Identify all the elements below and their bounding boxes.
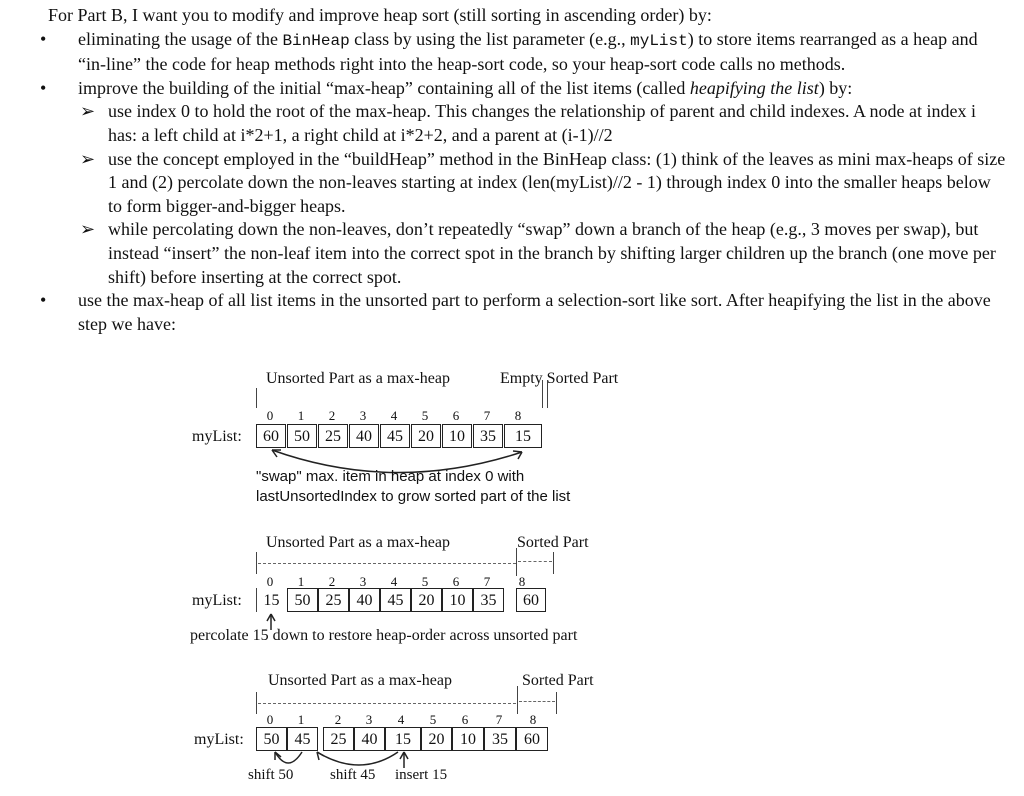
sub-item-index-zero: ➢ use index 0 to hold the root of the max-heap. This changes the relationship of parent and child indexes. A node at index i has: a left child at i*2+1, a right child at i*2+2, and a parent at (i-1)//2 [80,101,976,145]
list-cell: 45 [380,424,410,448]
diagram-after-swap: Unsorted Part as a max-heap Sorted Part 0 1 2 3 4 5 6 7 8 myList: 15 50 25 40 45 20 10 35 60 percolate 15 down to restore heap-order across unsorted part [0,530,1024,660]
shift-insert-arrows [0,668,1024,794]
list-cell: 40 [354,727,385,751]
list-cell: 60 [516,727,548,751]
list-cell: 25 [323,727,354,751]
unsorted-part-label: Unsorted Part as a max-heap [266,534,450,551]
code-binheap: BinHeap [282,31,350,50]
mylist-label: myList: [192,592,242,609]
list-cell: 20 [421,727,452,751]
mylist-label: myList: [192,428,242,445]
list-cell: 10 [442,424,472,448]
list-cell: 45 [380,588,411,612]
diagram-after-percolate: Unsorted Part as a max-heap Sorted Part 0 1 2 3 4 5 6 7 8 myList: 50 45 25 40 15 20 10 35 60 shift 50 shift 45 insert 15 [0,668,1024,794]
list-cell: 15 [385,727,421,751]
unsorted-part-label: Unsorted Part as a max-heap [266,370,450,387]
bullet-dot-icon: • [40,77,47,98]
list-cell: 60 [516,588,546,612]
bullet-dot-icon: • [40,290,47,311]
diagram-after-heapify: Unsorted Part as a max-heap Empty Sorted Part 0 1 2 3 4 5 6 7 8 myList: 60 50 25 40 45 20 10 35 15 "swap" max. item in heap at index 0 with lastUnsortedIndex to grow sorted part of the list [0,366,1024,516]
unsorted-part-label: Unsorted Part as a max-heap [268,672,452,689]
list-cell: 15 [504,424,542,448]
sorted-part-label: Sorted Part [517,534,589,551]
assignment-text [40,4,1008,336]
swap-caption-line2: lastUnsortedIndex to grow sorted part of the list [256,488,571,505]
bullet-eliminate-binheap: • eliminating the usage of the BinHeap class by using the list parameter (e.g., myList) to store items rearranged as a heap and “in-line” the code for heap methods right into the heap-sort code, so your heap-sort code calls no methods. [40,28,978,75]
mylist-label: myList: [194,731,244,748]
swap-caption-line1: "swap" max. item in heap at index 0 with [256,468,525,485]
shift-50-label: shift 50 [248,767,294,783]
code-mylist: myList [630,31,688,50]
intro-paragraph: For Part B, I want you to modify and improve heap sort (still sorting in ascending order) by: [48,5,712,25]
insert-15-label: insert 15 [395,767,448,783]
sub-item-buildheap: ➢ use the concept employed in the “buildHeap” method in the BinHeap class: (1) think of the leaves as mini max-heaps of size 1 and (2) percolate down the non-leaves starting at index (len(myList)//2 - 1) through index 0 into the smaller heaps below to form bigger-and-bigger heaps. [80,148,1006,216]
list-cell: 45 [287,727,318,751]
list-cell: 35 [473,588,504,612]
arrow-bullet-icon: ➢ [80,148,96,169]
list-cell: 35 [473,424,503,448]
list-cell: 20 [411,588,442,612]
bullet-dot-icon: • [40,28,47,49]
percolate-caption: percolate 15 down to restore heap-order across unsorted part [190,627,578,644]
sub-item-insert-not-swap: ➢ while percolating down the non-leaves, don’t repeatedly “swap” down a branch of the heap (e.g., 3 moves per swap), but instead “insert” the non-leaf item into the correct spot in the branch by shifting larger children up the branch (one move per shift) before inserting at the correct spot. [80,219,996,287]
list-cell: 20 [411,424,441,448]
list-cell: 40 [349,424,379,448]
list-cell: 25 [318,424,348,448]
list-cell: 50 [256,727,287,751]
list-cell: 40 [349,588,380,612]
list-cell: 60 [256,424,286,448]
list-cell: 25 [318,588,349,612]
list-cell: 10 [442,588,473,612]
sorted-part-label: Sorted Part [522,672,594,689]
bullet-selection-sort: • use the max-heap of all list items in the unsorted part to perform a selection-sort like sort. After heapifying the list in the above step we have: [40,290,991,334]
arrow-bullet-icon: ➢ [80,219,96,240]
bullet-improve-heapify: • improve the building of the initial “max-heap” containing all of the list items (called heapifying the list) by: [48,77,1008,101]
list-cell: 15 [256,588,287,612]
list-cell: 35 [484,727,516,751]
shift-45-label: shift 45 [330,767,376,783]
sorted-part-label: Empty Sorted Part [500,370,619,387]
heapifying-term: heapifying the list [689,77,819,98]
list-cell: 50 [287,424,317,448]
list-cell: 10 [452,727,484,751]
arrow-bullet-icon: ➢ [80,101,96,122]
list-cell: 50 [287,588,318,612]
